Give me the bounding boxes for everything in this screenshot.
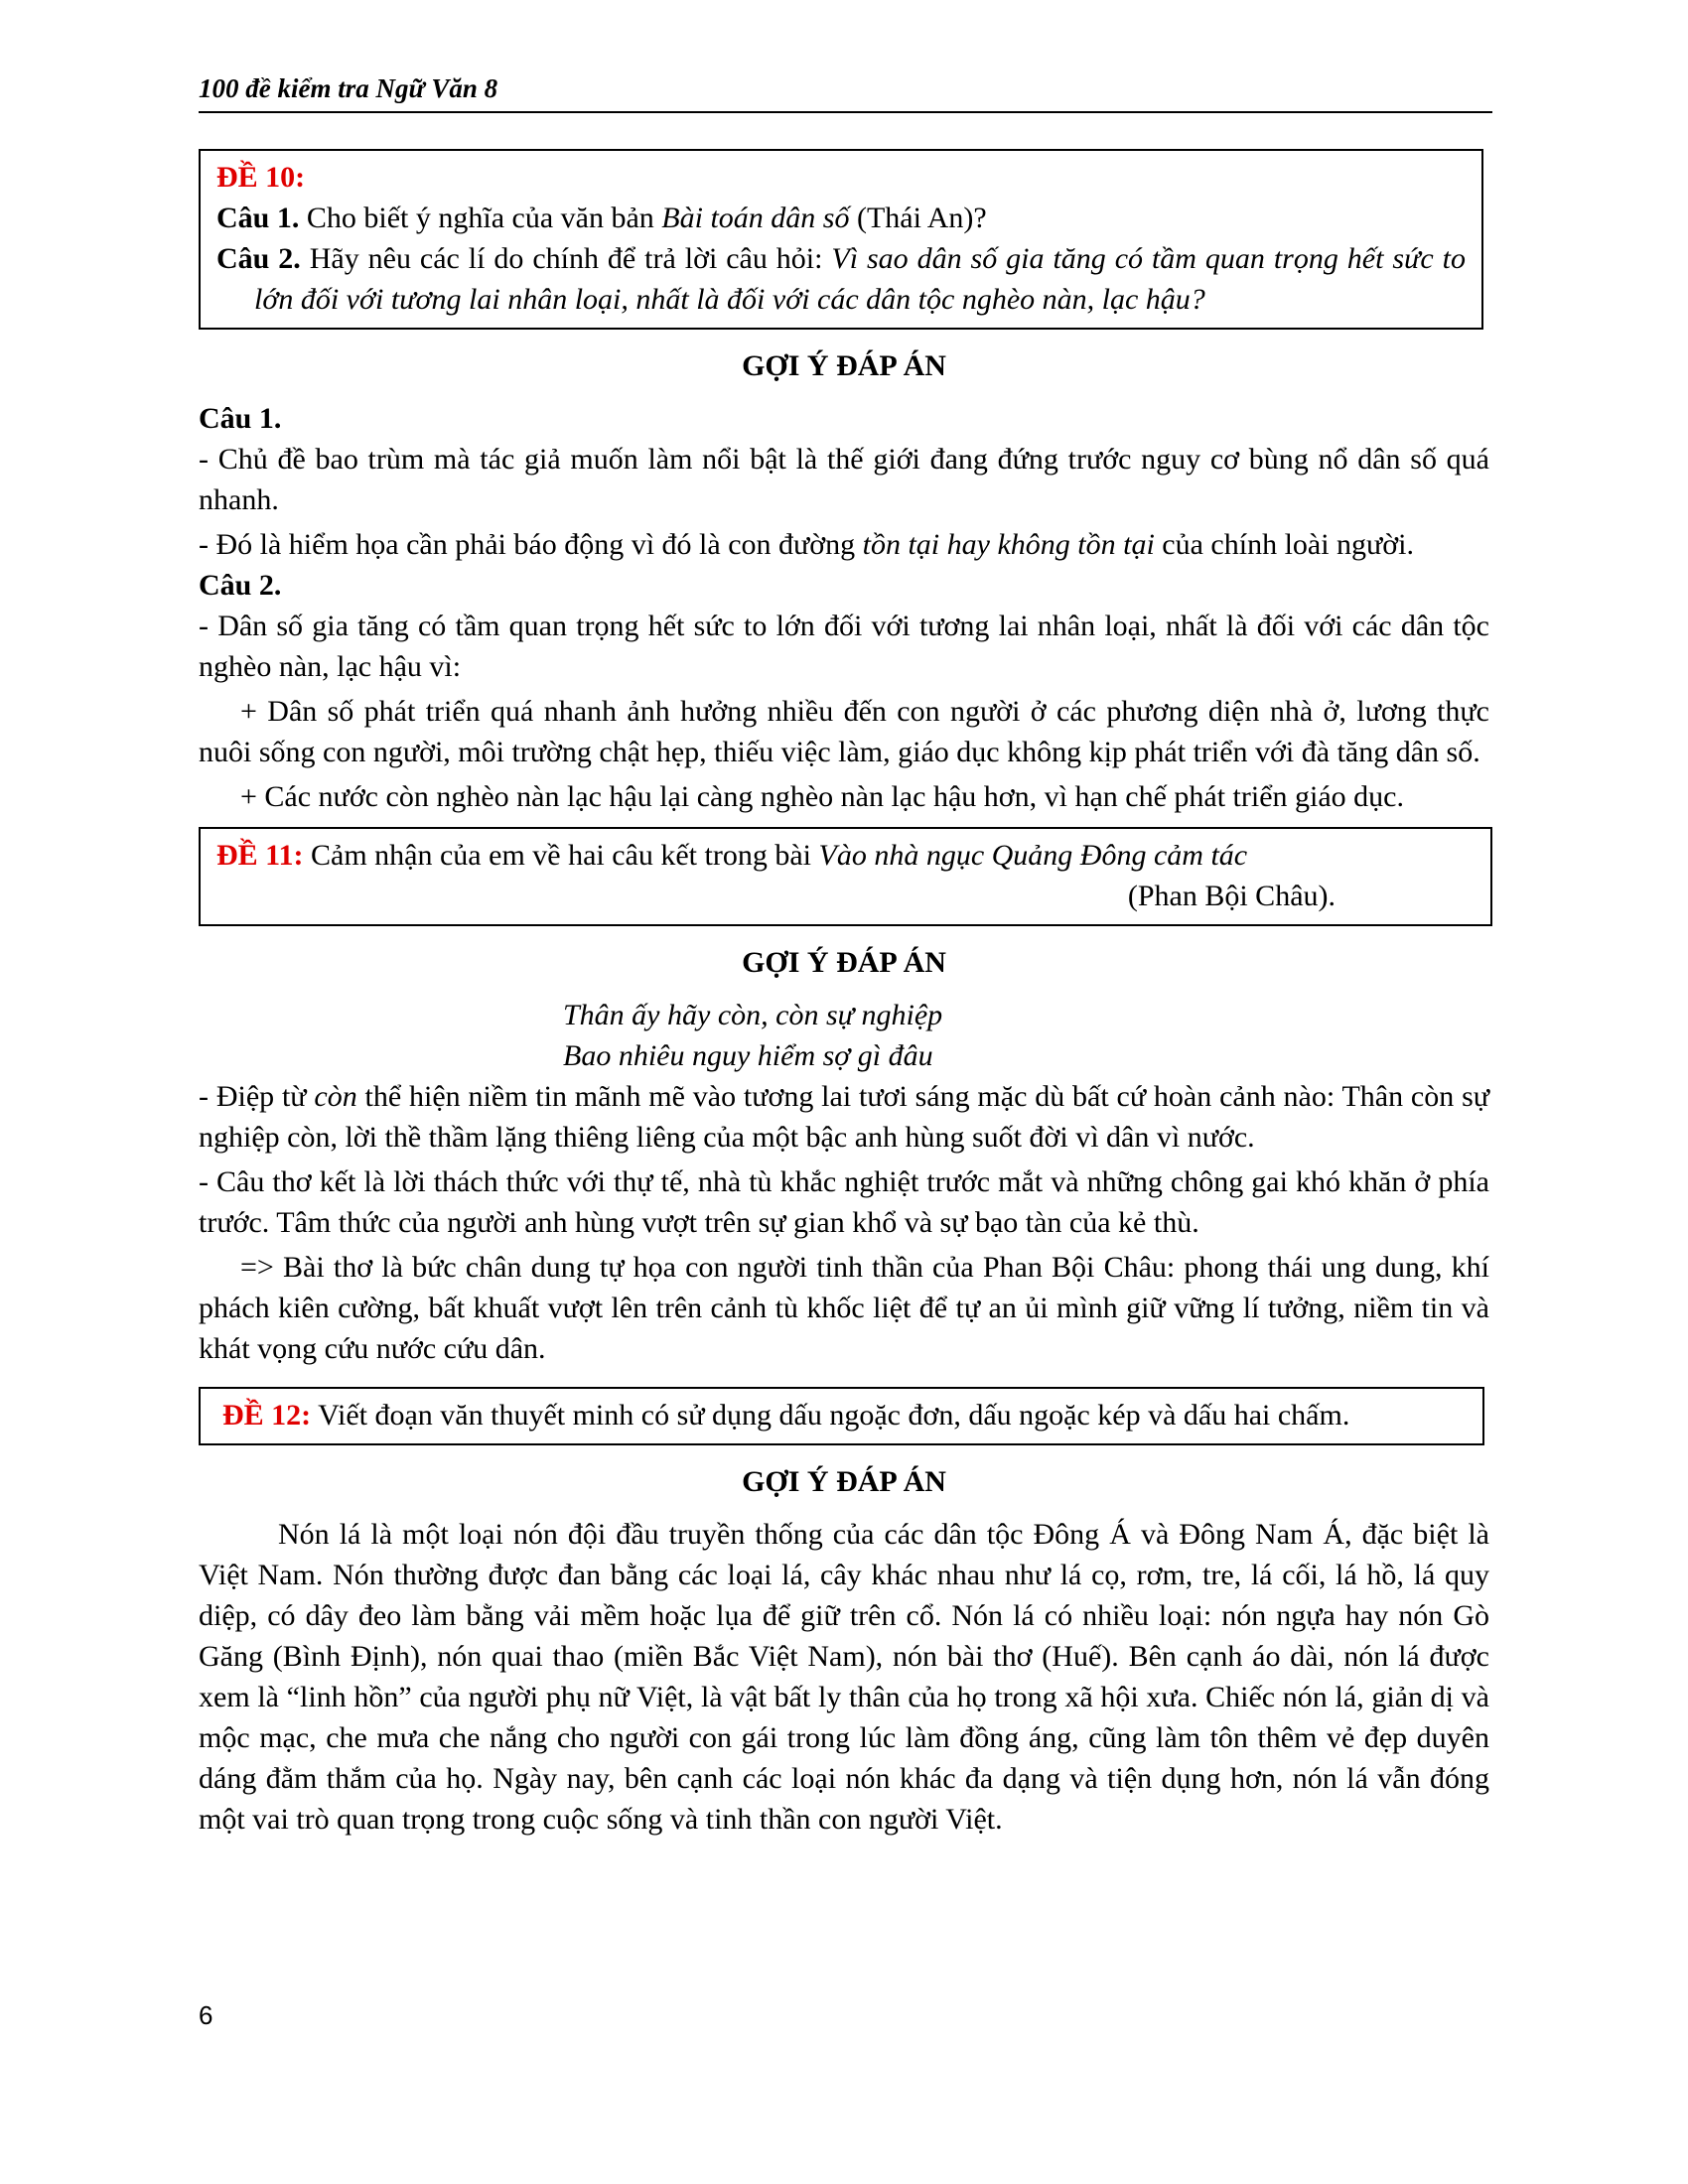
ans12-heading: GỢI Ý ĐÁP ÁN xyxy=(742,1465,946,1498)
de10-q2-text-italic: Vì sao dân số gia tăng có tầm quan trọng hết sức to lớn đối với tương lai nhân loại, nhất là đối với các dân tộc nghèo nàn, lạc hậu? xyxy=(254,242,1466,316)
de11-text-pre: Cảm nhận của em về hai câu kết trong bài xyxy=(303,839,819,872)
de10-title xyxy=(216,157,1466,198)
ans10-c1-b2-pre: - Đó là hiểm họa cần phải báo động vì đó là con đường xyxy=(199,528,863,561)
ans11-b1-pre: - Điệp từ xyxy=(199,1080,315,1113)
page-content xyxy=(199,149,1489,1840)
de11-box xyxy=(199,827,1492,926)
ans10-c2-label: Câu 2. xyxy=(199,569,282,602)
de10-q1-text-italic: Bài toán dân số xyxy=(661,202,850,234)
ans10-c1-b2-post: của chính loài người. xyxy=(1154,528,1415,561)
ans10-c1-bullet-2 xyxy=(199,524,1489,565)
page-header xyxy=(199,71,1492,113)
de11-author: (Phan Bội Châu). xyxy=(1127,880,1336,912)
ans10-c2-plus-2: + Các nước còn nghèo nàn lạc hậu lại càng nghèo nàn lạc hậu hơn, vì hạn chế phát triển giáo dục. xyxy=(240,780,1404,813)
de10-question-2 xyxy=(216,238,1466,320)
de11-label: ĐỀ 11: xyxy=(216,839,304,872)
ans12-paragraph: Nón lá là một loại nón đội đầu truyền thống của các dân tộc Đông Á và Đông Nam Á, đặc biệt là Việt Nam. Nón thường được đan bằng các loại lá, cây khác nhau như lá cọ, rơm, tre, lá cối, lá hồ, lá quy diệp, có dây đeo làm bằng vải mềm hoặc lụa để giữ trên cổ. Nón lá có nhiều loại: nón ngựa hay nón Gò Găng (Bình Định), nón quai thao (miền Bắc Việt Nam), nón bài thơ (Huế). Bên cạnh áo dài, nón lá được xem là “linh hồn” của người phụ nữ Việt, là vật bất ly thân của họ trong xã hội xưa. Chiếc nón lá, giản dị và mộc mạc, che mưa che nắng cho người con gái trong lúc làm đồng áng, cũng làm tôn thêm vẻ đẹp duyên dáng đằm thắm của họ. Ngày nay, bên cạnh các loại nón khác đa dạng và tiện dụng hơn, nón lá vẫn đóng một vai trò quan trọng trong cuộc sống và tinh thần con người Việt. xyxy=(199,1518,1489,1836)
ans10-c2-bullet-1: - Dân số gia tăng có tầm quan trọng hết sức to lớn đối với tương lai nhân loại, nhất là đối với các dân tộc nghèo nàn, lạc hậu vì: xyxy=(199,610,1489,683)
ans11-b1-italic: còn xyxy=(314,1080,357,1113)
header-title: 100 đề kiểm tra Ngữ Văn 8 xyxy=(199,73,498,103)
de10-q2-label: Câu 2. xyxy=(216,242,301,275)
ans10-c2-plus-1: + Dân số phát triển quá nhanh ảnh hưởng nhiều đến con người ở các phương diện nhà ở, lương thực nuôi sống con người, môi trường chật hẹp, thiếu việc làm, giáo dục không kịp phát triển với đà tăng dân số. xyxy=(199,695,1489,768)
de11-question xyxy=(216,835,1475,876)
ans11-conclusion: => Bài thơ là bức chân dung tự họa con người tinh thần của Phan Bội Châu: phong thái ung dung, khí phách kiên cường, bất khuất vượt lên trên cảnh tù khốc liệt để tự an ủi mình giữ vững lí tưởng, niềm tin và khát vọng cứu nước cứu dân. xyxy=(199,1251,1489,1365)
de10-label: ĐỀ 10: xyxy=(216,161,306,194)
de12-question xyxy=(222,1395,1467,1435)
page-number: 6 xyxy=(199,2000,213,2030)
de12-box xyxy=(199,1387,1484,1445)
de11-text-italic: Vào nhà ngục Quảng Đông cảm tác xyxy=(818,839,1248,872)
ans11-bullet-2: - Câu thơ kết là lời thách thức với thự tế, nhà tù khắc nghiệt trước mắt và những chông gai khó khăn ở phía trước. Tâm thức của người anh hùng vượt trên sự gian khổ và sự bạo tàn của kẻ thù. xyxy=(199,1165,1489,1239)
de12-label: ĐỀ 12: xyxy=(222,1399,312,1432)
de12-text: Viết đoạn văn thuyết minh có sử dụng dấu ngoặc đơn, dấu ngoặc kép và dấu hai chấm. xyxy=(311,1399,1350,1432)
de10-q2-text-pre: Hãy nêu các lí do chính để trả lời câu hỏi: xyxy=(300,242,832,275)
ans11-poem-line-1: Thân ấy hãy còn, còn sự nghiệp xyxy=(563,999,943,1031)
ans10-c1-label: Câu 1. xyxy=(199,402,282,435)
ans11-bullet-1 xyxy=(199,1076,1489,1158)
de10-q1-text-pre: Cho biết ý nghĩa của văn bản xyxy=(299,202,662,234)
ans11-heading: GỢI Ý ĐÁP ÁN xyxy=(742,946,946,979)
de10-question-1 xyxy=(216,198,1466,238)
ans11-poem-line-2: Bao nhiêu nguy hiểm sợ gì đâu xyxy=(563,1039,933,1072)
ans10-c1-bullet-1: - Chủ đề bao trùm mà tác giả muốn làm nổi bật là thế giới đang đứng trước nguy cơ bùng nổ dân số quá nhanh. xyxy=(199,443,1489,516)
de10-q1-label: Câu 1. xyxy=(216,202,300,234)
ans11-b1-post: thể hiện niềm tin mãnh mẽ vào tương lai tươi sáng mặc dù bất cứ hoàn cảnh nào: Thân còn sự nghiệp còn, lời thề thầm lặng thiêng liêng của một bậc anh hùng suốt đời vì dân vì nước. xyxy=(199,1080,1490,1154)
ans10-c1-b2-italic: tồn tại hay không tồn tại xyxy=(862,528,1155,561)
de10-q1-text-post: (Thái An)? xyxy=(849,202,987,234)
ans10-heading: GỢI Ý ĐÁP ÁN xyxy=(742,349,946,382)
de10-box xyxy=(199,149,1483,330)
